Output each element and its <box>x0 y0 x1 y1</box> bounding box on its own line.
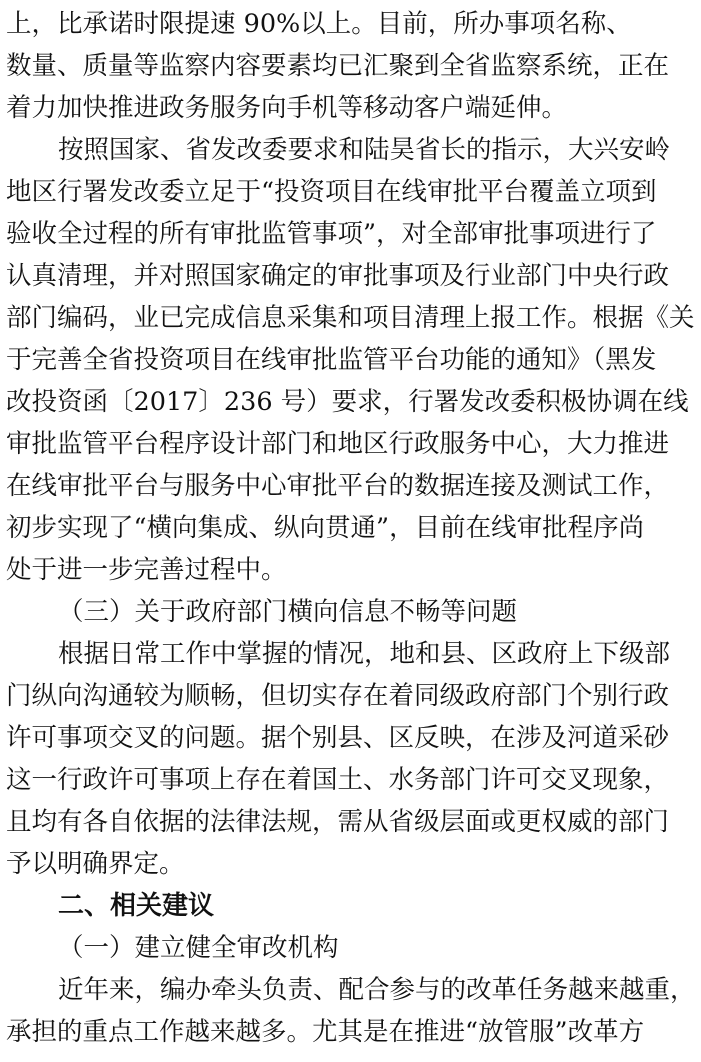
paragraph-line: 于完善全省投资项目在线审批监管平台功能的通知》（黑发 <box>6 345 657 375</box>
section-heading-bold: 二、相关建议 <box>58 891 215 921</box>
paragraph-line: 许可事项交叉的问题。据个别县、区反映，在涉及河道采砂 <box>6 723 670 753</box>
paragraph-line: 审批监管平台程序设计部门和地区行政服务中心，大力推进 <box>6 429 670 459</box>
paragraph-line: 认真清理，并对照国家确定的审批事项及行业部门中央行政 <box>6 261 670 291</box>
paragraph-line: 数量、质量等监察内容要素均已汇聚到全省监察系统，正在 <box>6 51 670 81</box>
paragraph-line: 初步实现了“横向集成、纵向贯通”，目前在线审批程序尚 <box>6 513 645 543</box>
paragraph-line: 处于进一步完善过程中。 <box>6 555 287 585</box>
paragraph-line: 改投资函〔2017〕236 号）要求，行署发改委积极协调在线 <box>6 387 689 417</box>
paragraph-line: 根据日常工作中掌握的情况，地和县、区政府上下级部 <box>58 639 671 669</box>
section-heading: （三）关于政府部门横向信息不畅等问题 <box>58 597 518 627</box>
paragraph-line: 承担的重点工作越来越多。尤其是在推进“放管服”改革方 <box>6 1017 645 1047</box>
paragraph-line: 予以明确界定。 <box>6 849 185 879</box>
paragraph-line: 部门编码，业已完成信息采集和项目清理上报工作。根据《关 <box>6 303 695 333</box>
paragraph-line: 门纵向沟通较为顺畅，但切实存在着同级政府部门个别行政 <box>6 681 670 711</box>
paragraph-line: 且均有各自依据的法律法规，需从省级层面或更权威的部门 <box>6 807 670 837</box>
paragraph-line: 上，比承诺时限提速 90%以上。目前，所办事项名称、 <box>6 9 632 39</box>
paragraph-line: 验收全过程的所有审批监管事项”，对全部审批事项进行了 <box>6 219 657 249</box>
paragraph-line: 近年来，编办牵头负责、配合参与的改革任务越来越重， <box>58 975 696 1005</box>
paragraph-line: 按照国家、省发改委要求和陆昊省长的指示，大兴安岭 <box>58 135 671 165</box>
subsection-heading: （一）建立健全审改机构 <box>58 933 339 963</box>
paragraph-line: 着力加快推进政务服务向手机等移动客户端延伸。 <box>6 93 568 123</box>
paragraph-line: 这一行政许可事项上存在着国土、水务部门许可交叉现象， <box>6 765 670 795</box>
paragraph-line: 地区行署发改委立足于“投资项目在线审批平台覆盖立项到 <box>6 177 657 207</box>
paragraph-line: 在线审批平台与服务中心审批平台的数据连接及测试工作， <box>6 471 670 501</box>
